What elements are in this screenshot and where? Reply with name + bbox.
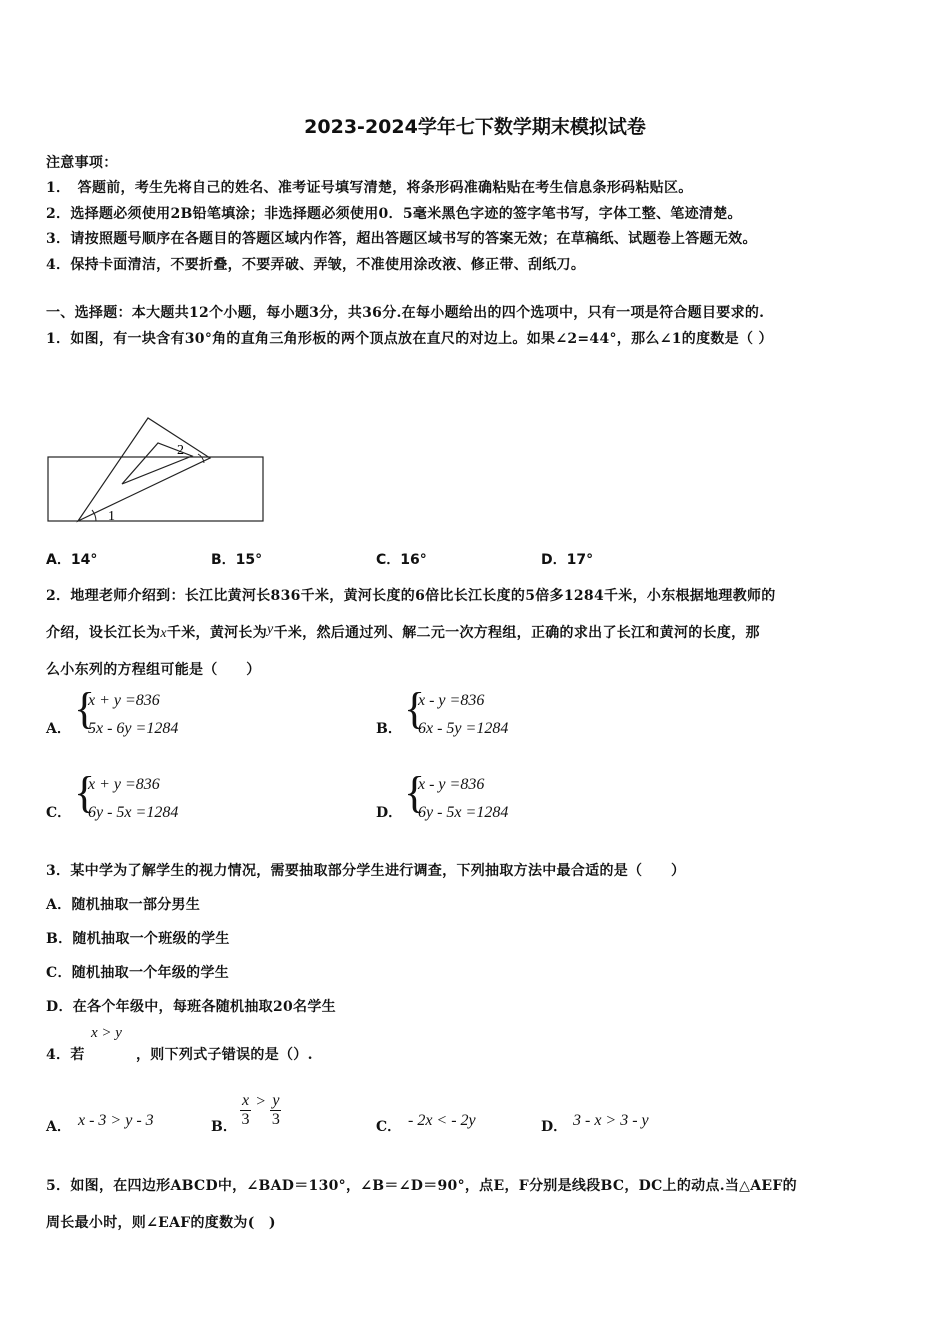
brace: { xyxy=(74,684,96,733)
q2-option-a-eq1[interactable]: x + y =836 xyxy=(88,692,160,709)
q2-option-d-label[interactable]: D． xyxy=(376,805,403,821)
q2-option-b-eq1[interactable]: x - y =836 xyxy=(418,692,485,709)
q1-option-d[interactable]: D．17° xyxy=(541,552,594,568)
q2-option-b-label[interactable]: B． xyxy=(376,721,402,737)
q4-stem-b: ，则下列式子错误的是（）. xyxy=(136,1047,313,1063)
q2-option-a-eq2[interactable]: 5x - 6y =1284 xyxy=(88,720,179,737)
angle2-label: 2 xyxy=(177,443,184,458)
notice-item: 1． 答题前，考生先将自己的姓名、准考证号填写清楚，将条形码准确粘贴在考生信息条形码粘贴区。 xyxy=(46,180,693,196)
notice-item: 4．保持卡面清洁，不要折叠，不要弄破、弄皱，不准使用涂改液、修正带、刮纸刀。 xyxy=(46,257,586,273)
q4-option-b-label[interactable]: B． xyxy=(211,1119,237,1135)
q4-option-a-label[interactable]: A． xyxy=(46,1119,71,1135)
q2-option-a-label[interactable]: A． xyxy=(46,721,71,737)
q2-option-c-label[interactable]: C． xyxy=(46,805,72,821)
q5-stem-line1: 5．如图，在四边形ABCD中，∠BAD＝130°，∠B＝∠D＝90°，点E，F分别是线段BC，DC上的动点.当△AEF的 xyxy=(46,1178,797,1194)
q2-option-c-eq2[interactable]: 6y - 5x =1284 xyxy=(88,804,179,821)
q4-option-a[interactable]: x - 3 > y - 3 xyxy=(78,1112,154,1129)
q2-option-d-eq1[interactable]: x - y =836 xyxy=(418,776,485,793)
q1-option-c[interactable]: C．16° xyxy=(376,552,427,568)
triangle-outer xyxy=(78,418,210,521)
page-title: 2023-2024学年七下数学期末模拟试卷 xyxy=(304,116,646,138)
brace: { xyxy=(404,684,426,733)
ruler-shape xyxy=(48,457,263,521)
q1-figure-ruler-triangle xyxy=(40,410,270,528)
q2-option-b-eq2[interactable]: 6x - 5y =1284 xyxy=(418,720,509,737)
q4-condition: x > y xyxy=(91,1025,122,1041)
q4-option-d[interactable]: 3 - x > 3 - y xyxy=(573,1112,649,1129)
q2-option-c-eq1[interactable]: x + y =836 xyxy=(88,776,160,793)
q4-option-b[interactable]: $\frac{x}{3}$ > $\frac{y}{3}$ xyxy=(241,1092,280,1128)
q2-stem-line2: 介绍，设长江长为x千米，黄河长为y千米，然后通过列、解二元一次方程组，正确的求出了长江和黄河的长度，那 xyxy=(46,622,760,641)
section-heading: 一、选择题：本大题共12个小题，每小题3分，共36分.在每小题给出的四个选项中，只有一项是符合题目要求的. xyxy=(46,305,765,321)
notice-item: 2．选择题必须使用2B铅笔填涂；非选择题必须使用0．5毫米黑色字迹的签字笔书写，字体工整、笔迹清楚。 xyxy=(46,206,742,222)
q3-option-d[interactable]: D．在各个年级中，每班各随机抽取20名学生 xyxy=(46,999,336,1015)
brace: { xyxy=(74,768,96,817)
notice-item: 3．请按照题号顺序在各题目的答题区域内作答，超出答题区域书写的答案无效；在草稿纸、试题卷上答题无效。 xyxy=(46,231,757,247)
q1-stem: 1．如图，有一块含有30°角的直角三角形板的两个顶点放在直尺的对边上。如果∠2=44°，那么∠1的度数是（ ） xyxy=(46,331,773,347)
q4-option-c[interactable]: - 2x < - 2y xyxy=(408,1112,476,1129)
brace: { xyxy=(404,768,426,817)
q2-stem-line3: 么小东列的方程组可能是（ ） xyxy=(46,662,261,678)
q1-option-b[interactable]: B．15° xyxy=(211,552,263,568)
q2-option-d-eq2[interactable]: 6y - 5x =1284 xyxy=(418,804,509,821)
q3-stem: 3．某中学为了解学生的视力情况，需要抽取部分学生进行调查，下列抽取方法中最合适的是（ ） xyxy=(46,863,686,879)
q4-option-d-label[interactable]: D． xyxy=(541,1119,568,1135)
q2-stem-line1: 2．地理老师介绍到：长江比黄河长836千米，黄河长度的6倍比长江长度的5倍多1284千米，小东根据地理教师的 xyxy=(46,588,776,604)
angle1-label: 1 xyxy=(108,509,115,524)
q4-option-c-label[interactable]: C． xyxy=(376,1119,402,1135)
q1-option-a[interactable]: A．14° xyxy=(46,552,98,568)
q5-stem-line2: 周长最小时，则∠EAF的度数为( ) xyxy=(46,1215,276,1231)
q4-stem-a: 4．若 xyxy=(46,1047,85,1063)
q3-option-a[interactable]: A．随机抽取一部分男生 xyxy=(46,897,201,913)
angle1-arc xyxy=(92,510,96,521)
q3-option-b[interactable]: B．随机抽取一个班级的学生 xyxy=(46,931,230,947)
notice-heading: 注意事项： xyxy=(46,155,118,171)
q3-option-c[interactable]: C．随机抽取一个年级的学生 xyxy=(46,965,230,981)
